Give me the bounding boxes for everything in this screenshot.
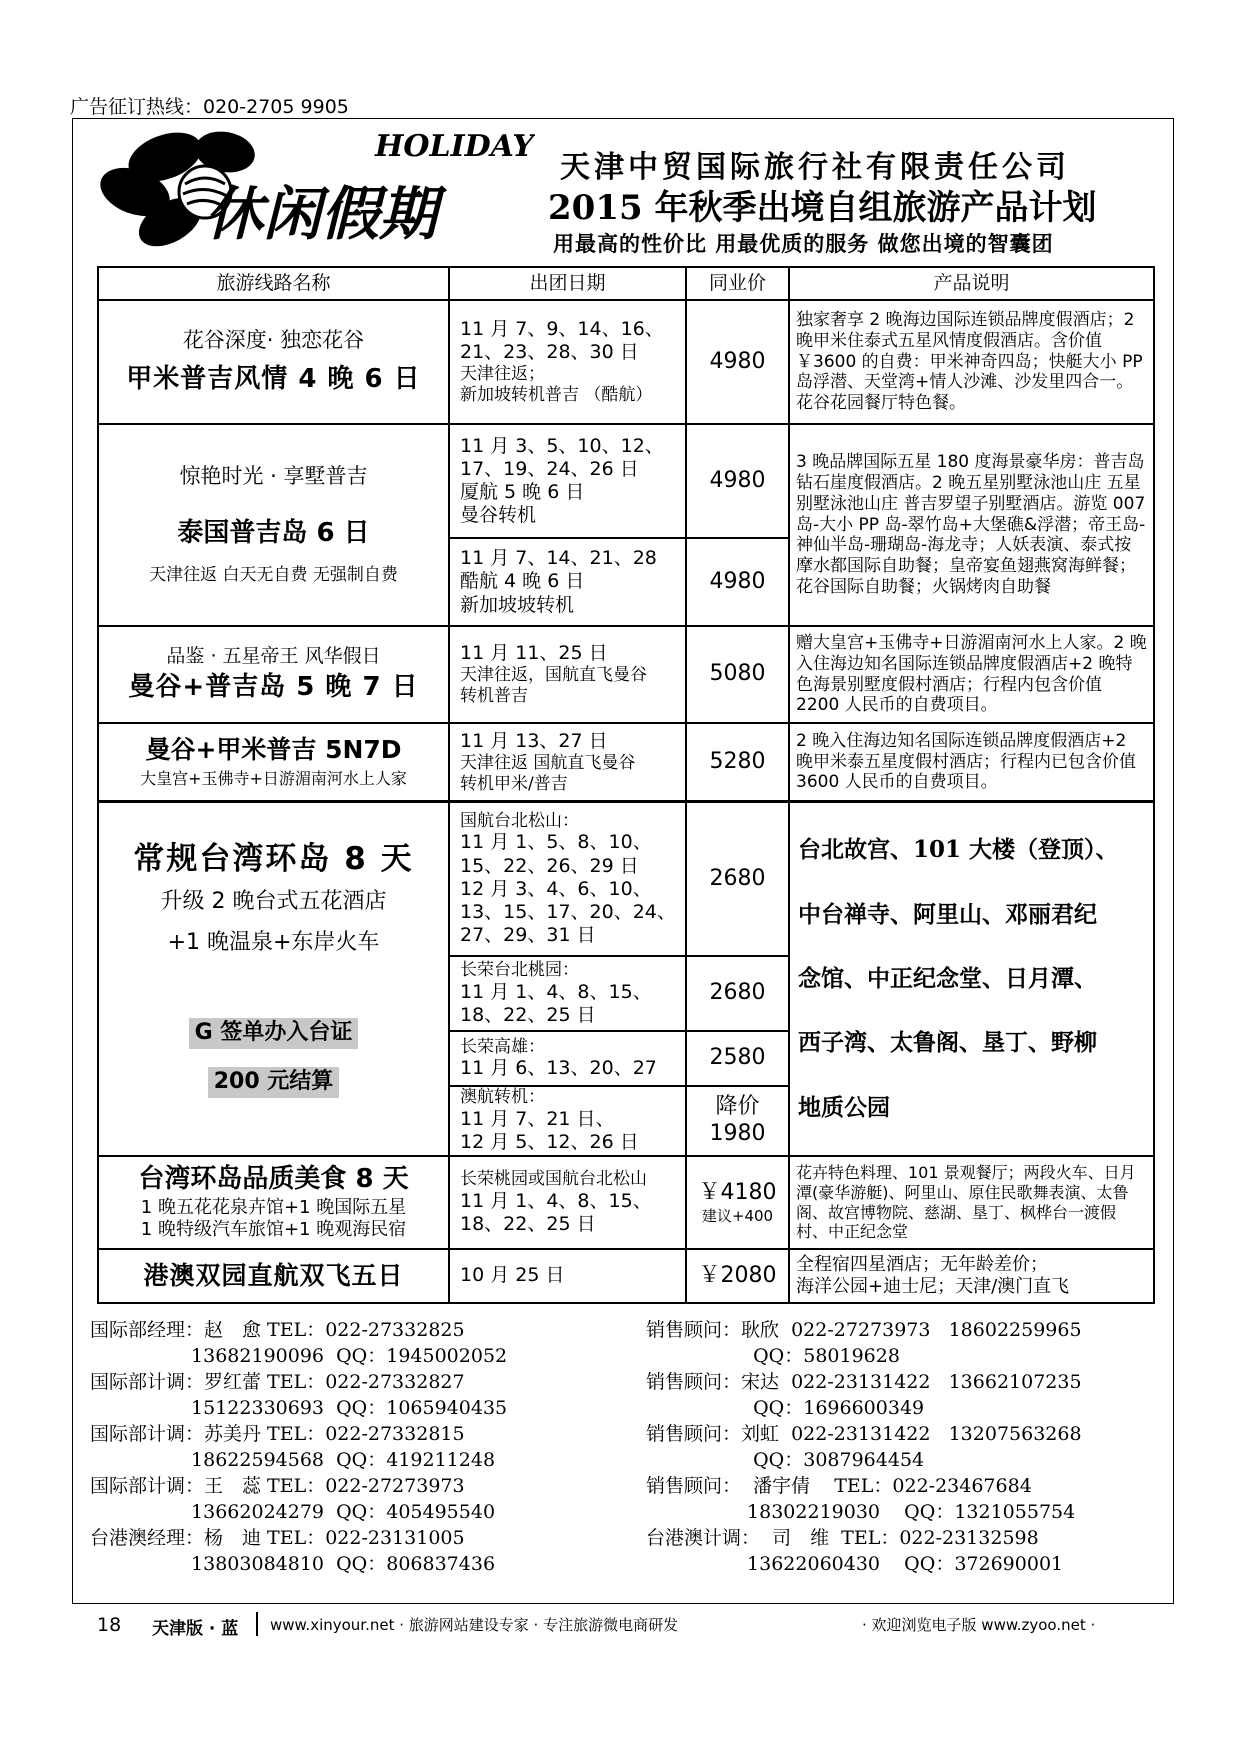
table-row xyxy=(99,803,448,1155)
route-sub: 大皇宫+玉佛寺+日游湄南河水上人家 xyxy=(140,769,407,789)
dates-note: 天津往返 国航直飞曼谷 转机甲米/普吉 xyxy=(460,752,636,794)
route-dates xyxy=(450,1032,685,1085)
price-note: 建议+400 xyxy=(701,1206,774,1225)
table-row xyxy=(99,1250,448,1302)
table-row xyxy=(99,724,448,800)
route-desc: 赠大皇宫+玉佛寺+日游湄南河水上人家。2 晚入住海边知名国际连锁品牌度假酒店+2 晚特色海景别墅度假村酒店；行程内包含价值 2200 人民币的自费项目。 xyxy=(796,633,1147,716)
dates-text: 11 月 6、13、20、27 xyxy=(460,1057,657,1080)
route-desc: 花卉特色料理、101 景观餐厅；两段火车、日月潭(豪华游艇)、阿里山、原住民歌舞表演、太鲁阁、故宫博物院、慈湖、垦丁、枫桦台一渡假村、中正纪念堂 xyxy=(796,1163,1136,1242)
route-name: 港澳双园直航双飞五日 xyxy=(143,1260,404,1290)
route-dates xyxy=(450,957,685,1030)
route-dates xyxy=(450,627,685,722)
route-name: 曼谷+普吉岛 5 晚 7 日 xyxy=(128,672,419,703)
dates-note: 天津往返； 新加坡转机普吉 （酷航） xyxy=(460,364,653,406)
airline: 国航台北松山： xyxy=(460,810,579,831)
route-price: 4980 xyxy=(709,348,766,374)
route-dates xyxy=(450,1157,685,1248)
route-name: 台湾环岛品质美食 8 天 xyxy=(138,1163,409,1194)
route-name: 甲米普吉风情 4 晚 6 日 xyxy=(126,363,421,394)
route-price: 4980 xyxy=(709,568,766,594)
route-name: 泰国普吉岛 6 日 xyxy=(177,517,370,548)
logo-en: HOLIDAY xyxy=(375,129,534,164)
visa-note: G 签单办入台证 xyxy=(189,1018,359,1049)
dates-text: 11 月 1、4、8、15、 18、22、25 日 xyxy=(460,1189,652,1235)
route-price: 5080 xyxy=(709,661,766,687)
route-desc: 3 晚品牌国际五星 180 度海景豪华房：普吉岛钻石崖度假酒店。2 晚五星别墅泳池山庄 五星别墅泳池山庄 普吉罗望子别墅酒店。游览 007 岛-大小 PP 岛-翠竹岛+大堡礁&浮潜；帝王岛-神仙半岛-珊瑚岛-海龙寺；人妖表演、泰式按摩水都国际自助餐；皇帝宴鱼翅燕窝海鲜餐；花谷国际自助餐；火锅烤肉自助餐 xyxy=(796,452,1146,597)
footer-divider xyxy=(256,1612,258,1636)
dates-text: 11 月 11、25 日 xyxy=(460,642,608,665)
route-sub: 1 晚特级汽车旅馆+1 晚观海民宿 xyxy=(140,1219,407,1241)
route-dates xyxy=(450,803,685,955)
route-dates xyxy=(450,724,685,800)
table-row xyxy=(99,425,448,625)
route-price: 2680 xyxy=(709,865,766,891)
route-sub: +1 晚温泉+东岸火车 xyxy=(167,929,380,955)
route-name: 曼谷+甲米普吉 5N7D xyxy=(145,734,402,764)
holiday-logo xyxy=(95,122,535,252)
route-tag: 惊艳时光 · 享墅普吉 xyxy=(179,463,368,488)
dates-text: 11 月 7、21 日、 12 月 5、12、26 日 xyxy=(460,1108,639,1154)
route-desc: 台北故宫、101 大楼（登顶）、 中台禅寺、阿里山、邓丽君纪 念馆、中正纪念堂、日月潭、 西子湾、太鲁阁、垦丁、野柳 地质公园 xyxy=(798,836,1119,1121)
dates-text: 11 月 7、9、14、16、 21、23、28、30 日 xyxy=(460,318,664,364)
route-price: 5280 xyxy=(709,748,766,774)
route-price xyxy=(687,1157,788,1248)
airline: 澳航转机： xyxy=(460,1087,545,1108)
route-dates xyxy=(450,301,685,423)
table-row xyxy=(99,627,448,722)
company-name: 天津中贸国际旅行社有限责任公司 xyxy=(560,150,1070,185)
route-dates: 11 月 7、14、21、28 酷航 4 晚 6 日 新加坡坡转机 xyxy=(460,547,657,616)
settle-note: 200 元结算 xyxy=(208,1067,340,1098)
route-price: 2680 xyxy=(709,980,766,1006)
contacts-left: 国际部经理：赵 愈 TEL：022-27332825 13682190096 QQ：1945002052 国际部计调：罗红蕾 TEL：022-27332827 15122330693 QQ：1065940435 国际部计调：苏美丹 TEL：022-27332815 18622594568 QQ：419211248 国际部计调：王 蕊 TEL：022-27273973 13662024279 QQ：405495540 台港澳经理：杨 迪 TEL：022-23131005 13803084810 QQ：806837436 xyxy=(90,1319,508,1575)
page-number: 18 xyxy=(97,1614,122,1636)
ad-hotline: 广告征订热线：020-2705 9905 xyxy=(70,96,349,118)
edition-label: 天津版 · 蓝 xyxy=(152,1619,239,1639)
route-price: ￥2080 xyxy=(698,1262,777,1288)
route-desc: 全程宿四星酒店；无年龄差价； 海洋公园+迪士尼；天津/澳门直飞 xyxy=(796,1254,1070,1297)
route-dates: 11 月 3、5、10、12、 17、19、24、26 日 厦航 5 晚 6 日 曼谷转机 xyxy=(460,434,664,527)
dates-text: 11 月 1、5、8、10、 15、22、26、29 日 12 月 3、4、6、10、 13、15、17、20、24、 27、29、31 日 xyxy=(460,831,676,947)
route-price: 2580 xyxy=(709,1045,766,1071)
header-date: 出团日期 xyxy=(529,271,606,294)
airline: 长荣台北桃园： xyxy=(460,959,579,980)
footer-ad: www.xinyour.net · 旅游网站建设专家 · 专注旅游微电商研发 xyxy=(270,1616,679,1634)
route-name: 常规台湾环岛 8 天 xyxy=(133,841,414,877)
header-desc: 产品说明 xyxy=(933,271,1010,294)
route-price: 4980 xyxy=(709,467,766,493)
plan-title: 2015 年秋季出境自组旅游产品计划 xyxy=(548,188,1097,228)
header-route: 旅游线路名称 xyxy=(216,271,331,294)
airline: 长荣高雄： xyxy=(460,1036,545,1057)
dates-text: 11 月 1、4、8、15、 18、22、25 日 xyxy=(460,980,652,1026)
route-tag: 花谷深度· 独恋花谷 xyxy=(182,328,365,353)
route-sub: 1 晚五花花泉卉馆+1 晚国际五星 xyxy=(140,1197,407,1219)
route-desc: 独家奢享 2 晚海边国际连锁品牌度假酒店；2 晚甲米住泰式五星风情度假酒店。含价值￥3600 的自费：甲米神奇四岛；快艇大小 PP 岛浮潜、天堂湾+情人沙滩、沙发里四合一。花谷花园餐厅特色餐。 xyxy=(796,310,1143,414)
header-price: 同业价 xyxy=(708,271,766,294)
route-tag: 品鉴 · 五星帝王 风华假日 xyxy=(166,645,381,668)
route-dates: 10 月 25 日 xyxy=(460,1264,565,1287)
logo-cn: 休闲假期 xyxy=(205,180,438,248)
contacts-right: 销售顾问：耿欣 022-27273973 18602259965 QQ：58019628 销售顾问：宋达 022-23131422 13662107235 QQ：1696600349 销售顾问：刘虹 022-23131422 13207563268 QQ：3087964454 销售顾问： 潘宇倩 TEL：022-23467684 18302219030 QQ：1321055754 台港澳计调： 司 维 TEL：022-23132598 13622060430 QQ：372690001 xyxy=(646,1319,1082,1575)
table-row xyxy=(99,1157,448,1248)
airline: 长荣桃园或国航台北松山 xyxy=(460,1168,647,1189)
route-sub: 升级 2 晚台式五花酒店 xyxy=(160,888,387,914)
route-dates xyxy=(450,1087,685,1155)
route-sub: 天津往返 白天无自费 无强制自费 xyxy=(149,565,398,586)
slogan: 用最高的性价比 用最优质的服务 做您出境的智囊团 xyxy=(553,232,1054,256)
dates-text: 11 月 13、27 日 xyxy=(460,729,608,752)
route-price: 降价 1980 xyxy=(709,1094,766,1146)
table-row xyxy=(99,301,448,423)
dates-note: 天津往返，国航直飞曼谷 转机普吉 xyxy=(460,665,647,707)
price-value: ￥4180 xyxy=(698,1179,777,1205)
footer-site: · 欢迎浏览电子版 www.zyoo.net · xyxy=(862,1616,1096,1634)
route-desc: 2 晚入住海边知名国际连锁品牌度假酒店+2 晚甲米泰五星度假村酒店；行程内已包含价值 3600 人民币的自费项目。 xyxy=(796,730,1136,793)
